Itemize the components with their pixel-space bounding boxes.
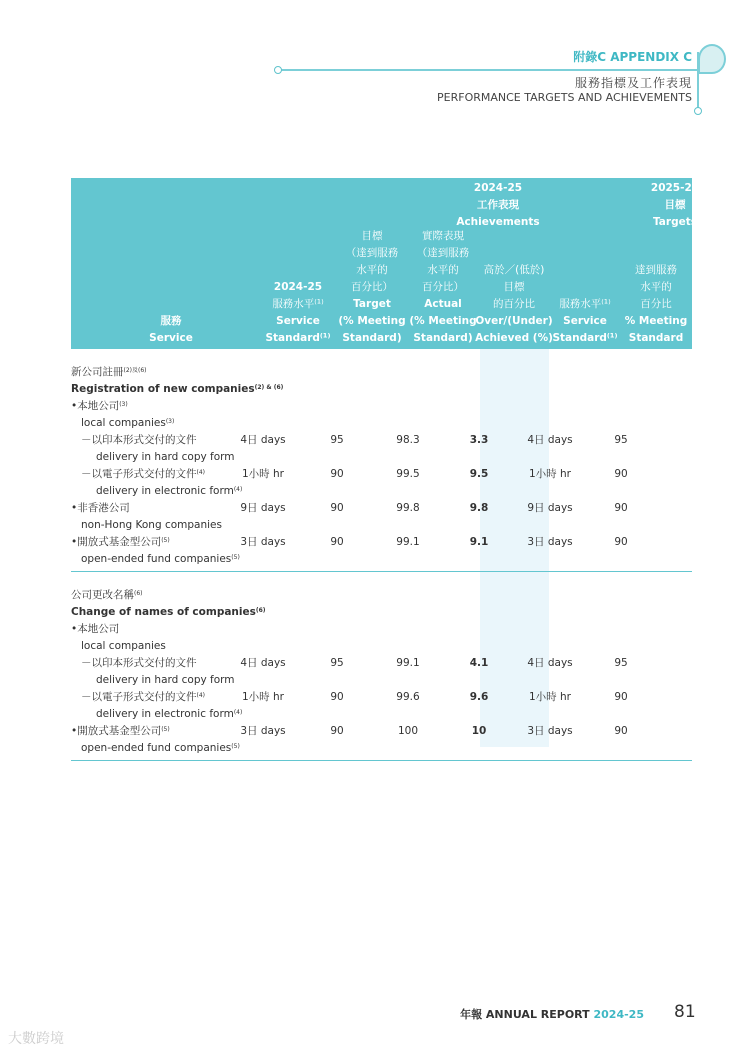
- header-line: % Meeting: [624, 315, 688, 327]
- cell-value: 1小時 hr: [529, 691, 571, 703]
- header-rule: [279, 69, 699, 71]
- section-title-zh-text: 新公司註冊: [71, 366, 124, 378]
- footnote-ref: (2) & (6): [254, 384, 284, 391]
- footer-report-label: 年報 ANNUAL REPORT: [460, 1008, 594, 1021]
- footer-year: 2024-25: [593, 1008, 644, 1021]
- row-label-en-text: open-ended fund companies: [81, 742, 232, 754]
- row-label-en-text: delivery in electronic form: [96, 485, 234, 497]
- header-group-line: 工作表現: [477, 199, 519, 211]
- header-column-4: [474, 262, 554, 347]
- header-line: 2024-25: [273, 281, 323, 293]
- footnote-ref: (5): [231, 743, 240, 750]
- header-column-1: [258, 279, 338, 347]
- header-line: Over/(Under): [475, 315, 553, 327]
- header-line: 服務: [160, 315, 182, 327]
- section-divider: [71, 760, 692, 761]
- header-column-5: [545, 296, 625, 347]
- header-line: Actual: [424, 298, 462, 310]
- table-row: [71, 466, 692, 483]
- cell-value: 90: [614, 502, 628, 514]
- cell-value: 3日 days: [527, 725, 573, 737]
- table-row: [71, 689, 692, 706]
- section-title-en: [71, 381, 283, 398]
- section-title-zh: [71, 587, 143, 604]
- row-label-zh-text: 以印本形式交付的文件: [91, 434, 197, 446]
- cell-value: 4日 days: [527, 657, 573, 669]
- cell-value: 9日 days: [240, 502, 286, 514]
- header-line: (% Meeting: [338, 315, 406, 327]
- cell-value: 3日 days: [240, 536, 286, 548]
- header-line: 百分比）: [422, 281, 464, 293]
- row-label-en-text: delivery in hard copy form: [96, 451, 235, 463]
- section-title-en: [71, 604, 266, 621]
- cell-value: 98.3: [396, 434, 420, 446]
- section-header-row: [71, 587, 692, 604]
- row-label-zh-text: 本地公司: [77, 400, 120, 412]
- cell-value: 1小時 hr: [242, 468, 284, 480]
- row-label-zh-text: 以印本形式交付的文件: [91, 657, 197, 669]
- row-label-zh: [81, 432, 197, 449]
- header-line: Achieved (%): [475, 332, 553, 344]
- header-group-line: 2024-25: [473, 182, 523, 194]
- table-row-en: [71, 517, 692, 534]
- table-header: [71, 178, 700, 349]
- section-title-zh: 服務指標及工作表現: [574, 76, 692, 90]
- header-column-6: [616, 262, 696, 347]
- table-row: [71, 655, 692, 672]
- header-line: 水平的: [427, 264, 459, 276]
- table-row: [71, 398, 692, 415]
- footnote-ref: (4): [196, 469, 205, 476]
- header-group-line: 目標: [664, 199, 686, 211]
- footnote-ref: (2)及(6): [123, 367, 147, 374]
- row-marker: •: [71, 502, 78, 514]
- cell-value: 95: [614, 657, 628, 669]
- row-label-en-text: open-ended fund companies: [81, 553, 232, 565]
- header-line: Service: [563, 315, 607, 327]
- row-marker: －: [81, 657, 92, 669]
- footnote-ref: (4): [233, 486, 243, 493]
- table-row-en: [71, 551, 692, 568]
- header-line: Standard⁽¹⁾: [265, 332, 331, 344]
- header-line: 百分比: [640, 298, 672, 310]
- cell-value: 90: [614, 691, 628, 703]
- header-group-line: Targets: [653, 216, 697, 228]
- row-label-en: [96, 449, 235, 466]
- cell-value: 90: [614, 536, 628, 548]
- cell-value: 95: [330, 434, 344, 446]
- header-line: 服務水平⁽¹⁾: [559, 298, 611, 310]
- header-dot: [694, 107, 702, 115]
- row-label-en: [81, 415, 174, 432]
- row-marker: －: [81, 468, 92, 480]
- row-label-zh: [71, 534, 170, 551]
- row-label-en-text: delivery in electronic form: [96, 708, 234, 720]
- row-label-en-text: local companies: [81, 417, 166, 429]
- table-row: [71, 621, 692, 638]
- cell-value: 4日 days: [527, 434, 573, 446]
- cell-value: 90: [330, 725, 344, 737]
- cell-value: 3.3: [469, 434, 489, 446]
- table-row-en: [71, 483, 692, 500]
- cell-value: 3日 days: [527, 536, 573, 548]
- row-label-zh-text: 以電子形式交付的文件: [91, 691, 197, 703]
- cell-value: 9日 days: [527, 502, 573, 514]
- section-title-en: PERFORMANCE TARGETS AND ACHIEVEMENTS: [437, 91, 692, 104]
- section-header-row: [71, 604, 692, 621]
- cell-value: 99.1: [396, 536, 420, 548]
- row-label-en-text: non-Hong Kong companies: [81, 519, 222, 531]
- header-line: Standard: [628, 332, 684, 344]
- row-label-zh-text: 開放式基金型公司: [77, 536, 162, 548]
- row-label-en: [81, 517, 222, 534]
- row-label-zh: [81, 655, 197, 672]
- header-line: 的百分比: [493, 298, 535, 310]
- header-line: 水平的: [640, 281, 672, 293]
- row-label-zh: [71, 621, 119, 638]
- header-line: 目標: [361, 230, 383, 242]
- row-label-zh-text: 以電子形式交付的文件: [91, 468, 197, 480]
- row-label-zh: [81, 466, 205, 483]
- row-label-en: [96, 706, 242, 723]
- table-row-en: [71, 415, 692, 432]
- footnote-ref: (6): [134, 590, 143, 597]
- header-column-2: [332, 228, 412, 347]
- footnote-ref: (5): [161, 537, 170, 544]
- table-row-en: [71, 638, 692, 655]
- row-label-en-text: local companies: [81, 640, 166, 652]
- cell-value: 4日 days: [240, 434, 286, 446]
- cell-value: 99.1: [396, 657, 420, 669]
- header-group-group2: [600, 180, 744, 231]
- cell-value: 4.1: [469, 657, 489, 669]
- footnote-ref: (5): [161, 726, 170, 733]
- header-column-0: [131, 313, 211, 347]
- header-line: Standard): [413, 332, 473, 344]
- row-marker: •: [71, 725, 78, 737]
- header-column-3: [403, 228, 483, 347]
- header-line: 達到服務: [635, 264, 677, 276]
- header-line: Service: [276, 315, 320, 327]
- cell-value: 9.5: [469, 468, 489, 480]
- row-label-en: [81, 551, 240, 568]
- row-label-zh: [81, 689, 205, 706]
- header-line: Standard): [342, 332, 402, 344]
- header-decoration-icon: [698, 44, 726, 74]
- section-title-en-text: Change of names of companies: [71, 606, 256, 618]
- row-label-zh-text: 開放式基金型公司: [77, 725, 162, 737]
- section-title-en-text: Registration of new companies: [71, 383, 255, 395]
- footnote-ref: (4): [196, 692, 205, 699]
- cell-value: 9.8: [469, 502, 489, 514]
- footnote-ref: (4): [233, 709, 243, 716]
- cell-value: 4日 days: [240, 657, 286, 669]
- header-line: （達到服務: [416, 247, 470, 259]
- footnote-ref: (5): [231, 554, 240, 561]
- appendix-label: 附錄C APPENDIX C: [573, 50, 692, 64]
- cell-value: 99.5: [396, 468, 420, 480]
- cell-value: 90: [330, 691, 344, 703]
- cell-value: 90: [614, 468, 628, 480]
- row-marker: －: [81, 691, 92, 703]
- header-line: 百分比）: [351, 281, 393, 293]
- table-row-en: [71, 672, 692, 689]
- header-group-group1: [423, 180, 573, 231]
- section-divider: [71, 571, 692, 572]
- section-header-row: [71, 364, 692, 381]
- footnote-ref: (6): [255, 607, 266, 614]
- cell-value: 9.1: [469, 536, 489, 548]
- footnote-ref: (3): [119, 401, 128, 408]
- header-dot: [274, 66, 282, 74]
- header-line: Standard⁽¹⁾: [552, 332, 618, 344]
- row-label-en-text: delivery in hard copy form: [96, 674, 235, 686]
- cell-value: 95: [330, 657, 344, 669]
- row-label-en: [81, 740, 240, 757]
- footnote-ref: (3): [165, 418, 175, 425]
- cell-value: 9.6: [469, 691, 489, 703]
- header-line: 水平的: [356, 264, 388, 276]
- header-line: 實際表現: [422, 230, 464, 242]
- row-label-en: [81, 638, 166, 655]
- row-label-zh: [71, 723, 170, 740]
- table-row: [71, 723, 692, 740]
- header-line: Target: [353, 298, 391, 310]
- cell-value: 90: [614, 725, 628, 737]
- cell-value: 100: [397, 725, 419, 737]
- cell-value: 90: [330, 468, 344, 480]
- header-line: Service: [149, 332, 193, 344]
- row-label-en: [96, 483, 242, 500]
- table-row-en: [71, 740, 692, 757]
- watermark: 大數跨境: [8, 1031, 64, 1047]
- cell-value: 90: [330, 502, 344, 514]
- header-line: 目標: [503, 281, 525, 293]
- row-marker: －: [81, 434, 92, 446]
- header-line: 服務水平⁽¹⁾: [272, 298, 324, 310]
- header-line: (% Meeting: [409, 315, 477, 327]
- row-marker: •: [71, 400, 78, 412]
- footer-label: [460, 1006, 644, 1022]
- row-marker: •: [71, 623, 78, 635]
- cell-value: 1小時 hr: [529, 468, 571, 480]
- cell-value: 90: [330, 536, 344, 548]
- row-label-zh-text: 非香港公司: [77, 502, 130, 514]
- section-title-zh: [71, 364, 147, 381]
- cell-value: 10: [471, 725, 487, 737]
- table-row: [71, 500, 692, 517]
- row-marker: •: [71, 536, 78, 548]
- header-line: 高於／(低於): [483, 264, 545, 276]
- row-label-zh-text: 本地公司: [77, 623, 120, 635]
- table-row: [71, 432, 692, 449]
- cell-value: 95: [614, 434, 628, 446]
- header-group-line: Achievements: [456, 216, 540, 228]
- table-row: [71, 534, 692, 551]
- cell-value: 99.8: [396, 502, 420, 514]
- row-label-en: [96, 672, 235, 689]
- header-line: （達到服務: [345, 247, 399, 259]
- cell-value: 99.6: [396, 691, 420, 703]
- section-header-row: [71, 381, 692, 398]
- cell-value: 3日 days: [240, 725, 286, 737]
- row-label-zh: [71, 398, 128, 415]
- cell-value: 1小時 hr: [242, 691, 284, 703]
- page-number: 81: [674, 1002, 696, 1022]
- row-label-zh: [71, 500, 130, 517]
- table-row-en: [71, 449, 692, 466]
- table-row-en: [71, 706, 692, 723]
- section-title-zh-text: 公司更改名稱: [71, 589, 134, 601]
- header-group-line: 2025-26: [650, 182, 700, 194]
